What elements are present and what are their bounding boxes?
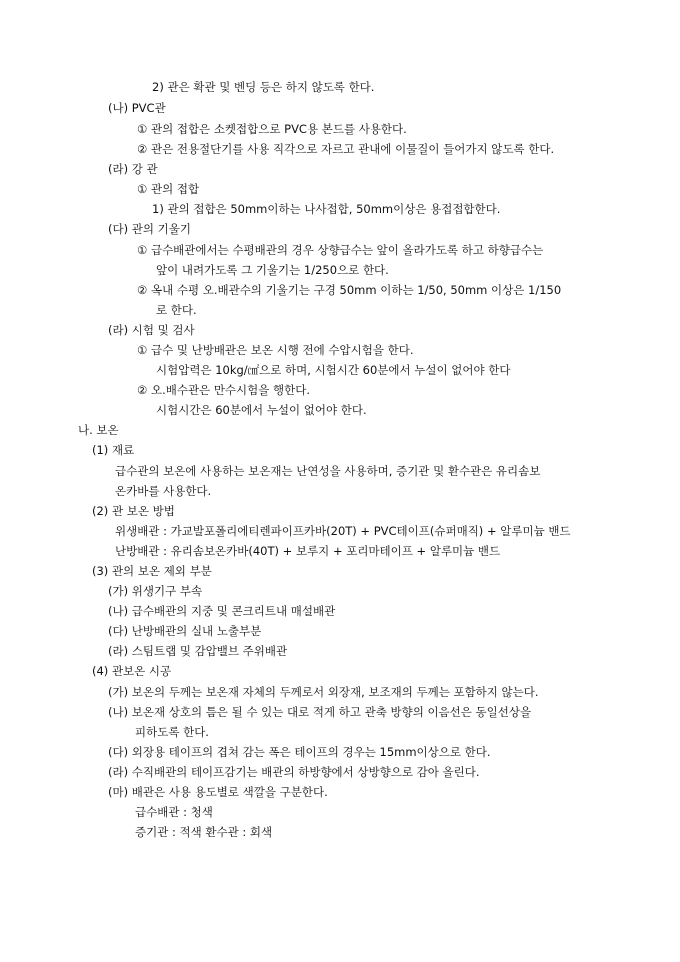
section-heading: (라) 강 관 <box>108 162 158 176</box>
list-item: (다) 외장용 테이프의 겹쳐 감는 폭은 테이프의 경우는 15mm이상으로 한다. <box>108 745 491 759</box>
subsection-heading: (1) 재료 <box>92 443 135 457</box>
list-item: (라) 수직배관의 테이프감기는 배관의 하방향에서 상방향으로 감아 올린다. <box>108 765 480 779</box>
text-line: 1) 관의 접합은 50mm이하는 나사접합, 50mm이상은 용접접합한다. <box>152 202 501 216</box>
text-line: 시험압력은 10kg/㎠으로 하며, 시험시간 60분에서 누설이 없어야 한다 <box>156 363 511 377</box>
subsection-heading: (4) 관보온 시공 <box>92 664 172 678</box>
text-line: 온카바를 사용한다. <box>115 484 212 498</box>
text-line: 증기관 : 적색 환수관 : 회색 <box>135 825 273 839</box>
text-line: 앞이 내려가도록 그 기울기는 1/250으로 한다. <box>156 263 389 277</box>
text-line: 위생배관 : 가교발포폴리에티렌파이프카바(20T) + PVC테이프(슈퍼매직) + 알루미늄 밴드 <box>115 524 571 538</box>
list-item: (나) 보온재 상호의 틈은 될 수 있는 대로 적게 하고 관축 방향의 이음선은 동일선상을 <box>108 705 532 719</box>
text-line: 피하도록 한다. <box>135 725 209 739</box>
list-item: (나) 급수배관의 지중 및 콘크리트내 매설배관 <box>108 604 336 618</box>
subsection-heading: (2) 관 보온 방법 <box>92 504 175 518</box>
list-item: ② 관은 전용절단기를 사용 직각으로 자르고 관내에 이물질이 들어가지 않도록 한다. <box>137 142 555 156</box>
section-heading: 나. 보온 <box>78 423 119 437</box>
list-item: ① 관의 접합은 소켓접합으로 PVC용 본드를 사용한다. <box>137 122 407 136</box>
list-item: (가) 보온의 두께는 보온재 자체의 두께로서 외장재, 보조재의 두께는 포함하지 않는다. <box>108 685 539 699</box>
text-line: 2) 관은 확관 및 벤딩 등은 하지 않도록 한다. <box>152 80 375 94</box>
list-item: (마) 배관은 사용 용도별로 색깔을 구분한다. <box>108 785 328 799</box>
list-item: ① 관의 접합 <box>137 182 200 196</box>
text-line: 난방배관 : 유리솜보온카바(40T) + 보루지 + 포리마테이프 + 알루미늄 밴드 <box>115 544 501 558</box>
list-item: (다) 난방배관의 실내 노출부분 <box>108 624 262 638</box>
text-line: 급수관의 보온에 사용하는 보온재는 난연성을 사용하며, 증기관 및 환수관은 유리솜보 <box>115 464 541 478</box>
list-item: ① 급수배관에서는 수평배관의 경우 상향급수는 앞이 올라가도록 하고 하향급수는 <box>137 243 544 257</box>
list-item: ② 옥내 수평 오.배관수의 기울기는 구경 50mm 이하는 1/50, 50mm 이상은 1/150 <box>137 283 562 297</box>
text-line: 로 한다. <box>156 303 197 317</box>
section-heading: (라) 시험 및 검사 <box>108 323 195 337</box>
list-item: (라) 스팀트랩 및 감압밸브 주위배관 <box>108 644 288 658</box>
text-line: 시험시간은 60분에서 누설이 없어야 한다. <box>156 403 367 417</box>
section-heading: (다) 관의 기울기 <box>108 222 191 236</box>
list-item: ② 오.배수관은 만수시험을 행한다. <box>137 383 311 397</box>
section-heading: (나) PVC관 <box>108 101 166 115</box>
list-item: ① 급수 및 난방배관은 보온 시행 전에 수압시험을 한다. <box>137 343 414 357</box>
list-item: (가) 위생기구 부속 <box>108 584 203 598</box>
text-line: 급수배관 : 청색 <box>135 805 213 819</box>
subsection-heading: (3) 관의 보온 제외 부분 <box>92 564 212 578</box>
